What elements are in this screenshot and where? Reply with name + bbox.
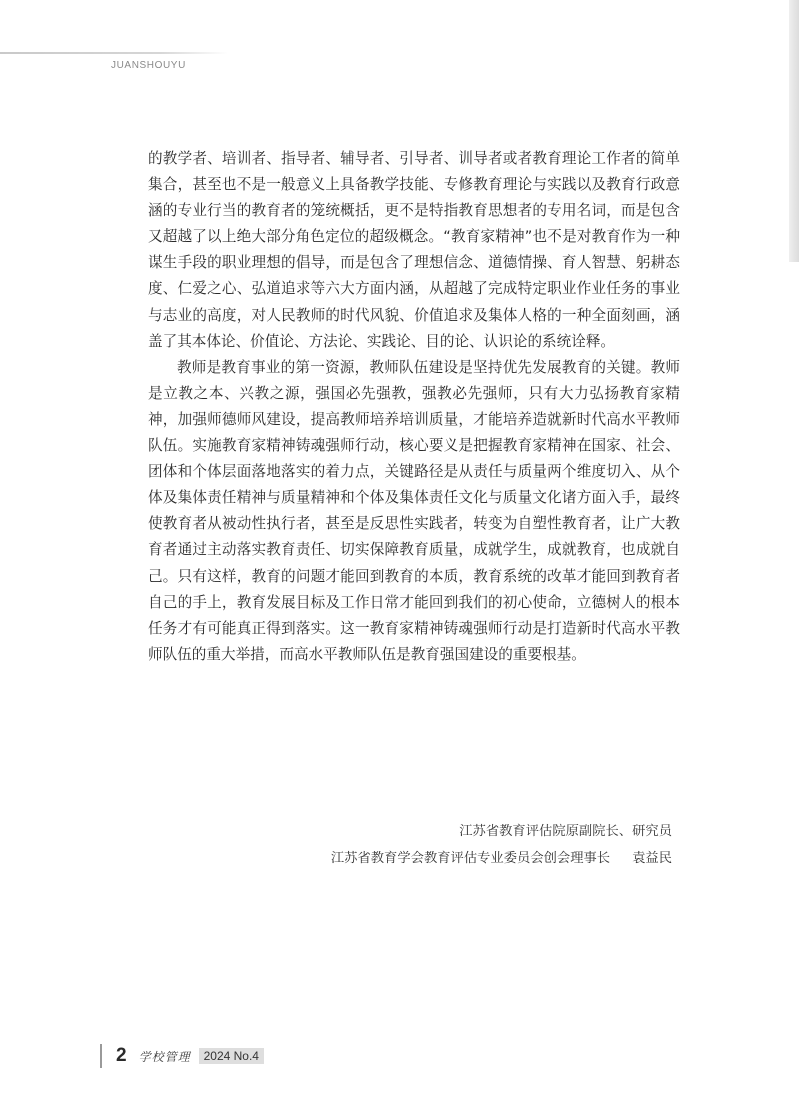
- author-title: 江苏省教育评估院原副院长、研究员: [459, 824, 672, 839]
- author-org: 江苏省教育学会教育评估专业委员会创会理事长: [330, 851, 611, 866]
- section-header: JUANSHOUYU: [111, 60, 186, 71]
- author-name: 袁益民: [632, 851, 672, 866]
- paragraph: 教师是教育事业的第一资源，教师队伍建设是坚持优先发展教育的关键。教师是立教之本、兴教之源，强国必先强教，强教必先强师，只有大力弘扬教育家精神，加强师德师风建设，提高教师培养培训质量，才能培养造就新时代高水平教师队伍。实施教育家精神铸魂强师行动，核心要义是把握教育家精神在国家、社会、团体和个体层面落地落实的着力点，关键路径是从责任与质量两个维度切入、从个体及集体责任精神与质量精神和个体及集体责任文化与质量文化诸方面入手，最终使教育者从被动性执行者，甚至是反思性实践者，转变为自塑性教育者，让广大教育者通过主动落实教育责任、切实保障教育质量，成就学生，成就教育，也成就自己。只有这样，教育的问题才能回到教育的本质，教育系统的改革才能回到教育者自己的手上，教育发展目标及工作日常才能回到我们的初心使命，立德树人的根本任务才有可能真正得到落实。这一教育家精神铸魂强师行动是打造新时代高水平教师队伍的重大举措，而高水平教师队伍是教育强国建设的重要根基。: [148, 358, 680, 663]
- article-body: [148, 146, 680, 668]
- paragraph-continuation: 的教学者、培训者、指导者、辅导者、引导者、训导者或者教育理论工作者的简单集合，甚至也不是一般意义上具备教学技能、专修教育理论与实践以及教育行政意涵的专业行当的教育者的笼统概括，更不是特指教育思想者的专用名词，而是包含又超越了以上绝大部分角色定位的超级概念。“教育家精神”也不是对教育作为一种谋生手段的职业理想的倡导，而是包含了理想信念、道德情操、育人智慧、躬耕态度、仁爱之心、弘道追求等六大方面内涵，从超越了完成特定职业作业任务的事业与志业的高度，对人民教师的时代风貌、价值追求及集体人格的一种全面刻画，涵盖了其本体论、价值论、方法论、实践论、目的论、认识论的系统诠释。: [148, 150, 680, 350]
- author-affiliation: [331, 845, 672, 872]
- page-number: 2: [116, 1045, 127, 1066]
- page-edge-tab: [789, 0, 799, 262]
- page-footer: [100, 1044, 264, 1068]
- author-signature: [331, 818, 672, 872]
- header-rule: [0, 52, 228, 54]
- footer-bar: [100, 1044, 102, 1068]
- issue-badge: 2024 No.4: [199, 1048, 264, 1064]
- journal-name: 学校管理: [138, 1049, 191, 1064]
